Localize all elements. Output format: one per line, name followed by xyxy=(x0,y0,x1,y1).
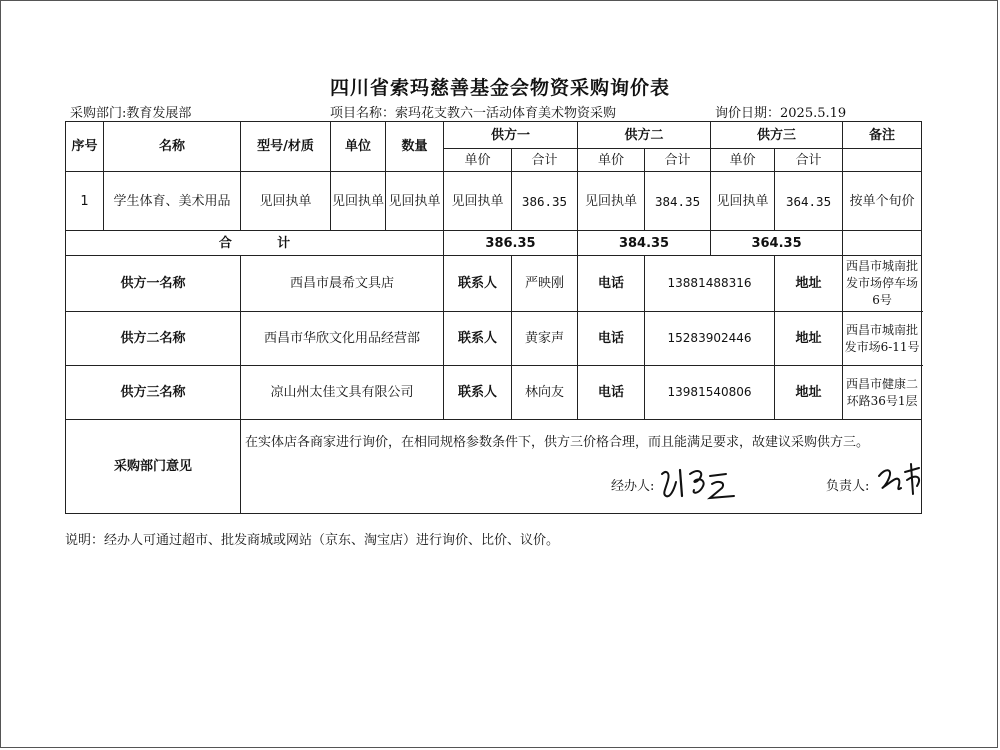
supplier2-contact-label: 联系人 xyxy=(444,312,512,366)
supplier2-contact: 黄家声 xyxy=(512,312,578,366)
header-name: 名称 xyxy=(104,122,241,172)
supplier2-address: 西昌市城南批发市场6-11号 xyxy=(843,312,922,366)
supplier3-address: 西昌市健康二环路36号1层 xyxy=(843,366,922,420)
supplier2-name: 西昌市华欣文化用品经营部 xyxy=(241,312,444,366)
item-s2-price: 见回执单 xyxy=(578,172,645,231)
document-title: 四川省索玛慈善基金会物资采购询价表 xyxy=(329,77,670,99)
totals-s2: 384.35 xyxy=(578,231,711,256)
header-s2-subtotal: 合计 xyxy=(645,149,711,172)
supplier2-address-label: 地址 xyxy=(775,312,843,366)
supplier3-contact-label: 联系人 xyxy=(444,366,512,420)
opinion-text: 在实体店各商家进行询价，在相同规格参数条件下，供方三价格合理，而且能满足要求，故建议采购供方三。 xyxy=(245,435,870,450)
opinion-label: 采购部门意见 xyxy=(66,420,241,514)
totals-s3: 364.35 xyxy=(711,231,843,256)
header-remark: 备注 xyxy=(843,122,922,149)
supplier3-label: 供方三名称 xyxy=(66,366,241,420)
manager-signature xyxy=(871,446,922,508)
header-supplier1: 供方一 xyxy=(444,122,578,149)
totals-remark-blank xyxy=(843,231,922,256)
item-unit: 见回执单 xyxy=(331,172,386,231)
footnote: 说明：经办人可通过超市、批发商城或网站（京东、淘宝店）进行询价、比价、议价。 xyxy=(65,533,560,548)
supplier3-phone-label: 电话 xyxy=(578,366,645,420)
header-s1-unit-price: 单价 xyxy=(444,149,512,172)
supplier1-name: 西昌市晨希文具店 xyxy=(241,256,444,312)
supplier3-phone: 13981540806 xyxy=(645,366,775,420)
supplier3-address-label: 地址 xyxy=(775,366,843,420)
item-s1-total: 386.35 xyxy=(512,172,578,231)
item-s3-total: 364.35 xyxy=(775,172,843,231)
item-qty: 见回执单 xyxy=(386,172,444,231)
inquiry-table xyxy=(65,121,922,514)
item-s3-price: 见回执单 xyxy=(711,172,775,231)
opinion-cell xyxy=(241,420,922,514)
header-s1-subtotal: 合计 xyxy=(512,149,578,172)
header-s3-unit-price: 单价 xyxy=(711,149,775,172)
supplier1-contact: 严映刚 xyxy=(512,256,578,312)
manager-label: 负责人: xyxy=(826,479,870,494)
supplier2-phone-label: 电话 xyxy=(578,312,645,366)
supplier1-phone-label: 电话 xyxy=(578,256,645,312)
item-s2-total: 384.35 xyxy=(645,172,711,231)
supplier3-contact: 林向友 xyxy=(512,366,578,420)
handler-label: 经办人: xyxy=(611,479,655,494)
supplier2-label: 供方二名称 xyxy=(66,312,241,366)
header-s3-subtotal: 合计 xyxy=(775,149,843,172)
header-s2-unit-price: 单价 xyxy=(578,149,645,172)
header-qty: 数量 xyxy=(386,122,444,172)
purchase-department: 采购部门:教育发展部 xyxy=(70,106,192,121)
supplier1-phone: 13881488316 xyxy=(645,256,775,312)
item-s1-price: 见回执单 xyxy=(444,172,512,231)
inquiry-date: 询价日期：2025.5.19 xyxy=(715,106,847,121)
supplier3-name: 凉山州太佳文具有限公司 xyxy=(241,366,444,420)
supplier1-label: 供方一名称 xyxy=(66,256,241,312)
supplier1-address-label: 地址 xyxy=(775,256,843,312)
header-seq: 序号 xyxy=(66,122,104,172)
supplier1-address: 西昌市城南批发市场停车场6号 xyxy=(843,256,922,312)
header-remark-blank xyxy=(843,149,922,172)
item-seq: 1 xyxy=(66,172,104,231)
header-supplier3: 供方三 xyxy=(711,122,843,149)
item-model: 见回执单 xyxy=(241,172,331,231)
item-name: 学生体育、美术用品 xyxy=(104,172,241,231)
header-supplier2: 供方二 xyxy=(578,122,711,149)
item-remark: 按单个旬价 xyxy=(843,172,922,231)
header-model: 型号/材质 xyxy=(241,122,331,172)
project-name: 项目名称：索玛花支教六一活动体育美术物资采购 xyxy=(330,106,617,121)
supplier1-contact-label: 联系人 xyxy=(444,256,512,312)
supplier2-phone: 15283902446 xyxy=(645,312,775,366)
totals-label: 合 计 xyxy=(66,231,444,256)
totals-s1: 386.35 xyxy=(444,231,578,256)
handler-signature xyxy=(656,460,746,508)
header-unit: 单位 xyxy=(331,122,386,172)
